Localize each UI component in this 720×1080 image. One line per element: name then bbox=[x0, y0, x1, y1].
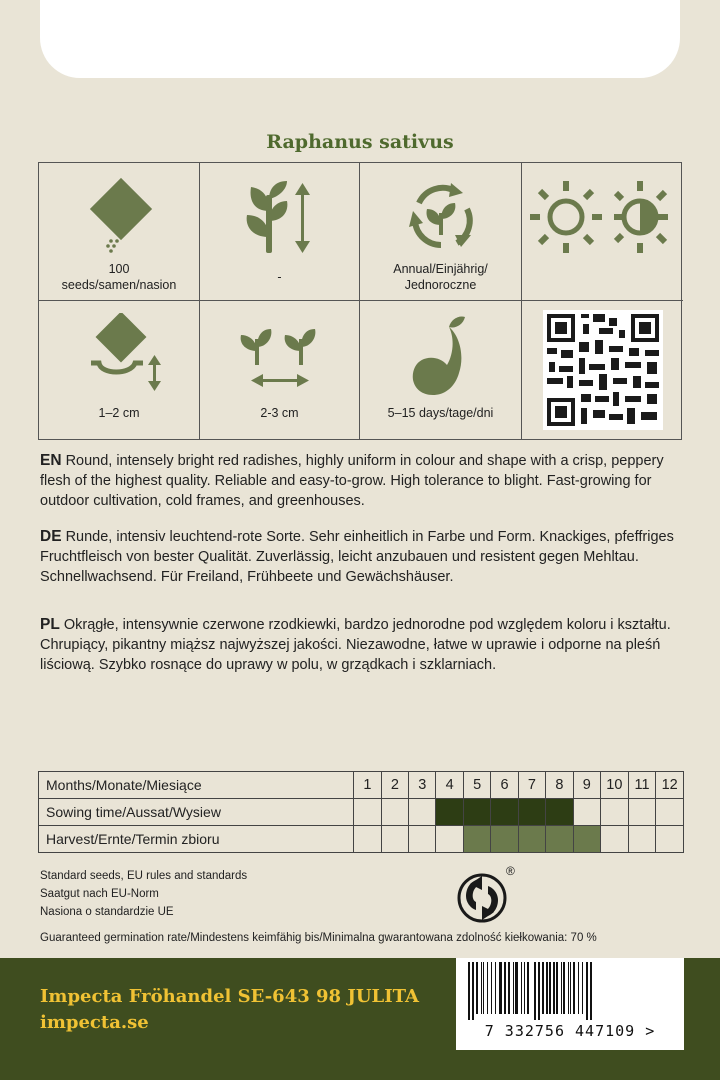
month-header: 4 bbox=[436, 772, 463, 799]
empty-month-cell bbox=[409, 826, 436, 853]
month-header: 12 bbox=[656, 772, 684, 799]
lang-code-en: EN bbox=[40, 452, 62, 469]
standard-line-pl: Nasiona o standardzie UE bbox=[40, 906, 174, 918]
empty-month-cell bbox=[628, 826, 656, 853]
barcode-bars-icon bbox=[466, 962, 674, 1020]
cell-depth bbox=[39, 301, 200, 439]
qr-code-icon bbox=[543, 310, 663, 430]
lang-code-pl: PL bbox=[40, 616, 60, 633]
harvest-month-cell bbox=[546, 826, 573, 853]
cell-spacing bbox=[200, 301, 360, 439]
description-text-en: Round, intensely bright red radishes, highly uniform in colour and shape with a crisp, peppery flesh of the highest quality. Reliable and easy-to-grow. High tolerance to blight. Fast-growing for outdoor cultivation, cold frames, and greenhouses. bbox=[40, 453, 664, 509]
barcode bbox=[456, 958, 684, 1050]
annual-line2: Jednoroczne bbox=[404, 278, 477, 292]
annual-cycle-icon bbox=[401, 177, 481, 257]
spacing-label: 2-3 cm bbox=[260, 406, 299, 420]
month-header: 8 bbox=[546, 772, 573, 799]
standard-line-de: Saatgut nach EU-Norm bbox=[40, 888, 159, 900]
harvest-month-cell bbox=[491, 826, 518, 853]
cell-germination bbox=[360, 301, 522, 439]
harvest-month-cell bbox=[463, 826, 490, 853]
sowing-month-cell bbox=[518, 799, 545, 826]
sowing-label: Sowing time/Aussat/Wysiew bbox=[39, 799, 354, 826]
seed-standards bbox=[40, 867, 247, 921]
lang-code-de: DE bbox=[40, 528, 62, 545]
seeds-count: 100 bbox=[108, 262, 130, 276]
icon-grid bbox=[38, 162, 682, 440]
standard-line-en: Standard seeds, EU rules and standards bbox=[40, 870, 248, 882]
species-name: Raphanus sativus bbox=[266, 131, 454, 153]
germination-rate: Guaranteed germination rate/Mindestens keimfähig bis/Minimalna gwarantowana zdolność kiełkowania: 70 % bbox=[40, 932, 597, 944]
calendar-header-label: Months/Monate/Miesiące bbox=[39, 772, 354, 799]
month-header: 9 bbox=[573, 772, 600, 799]
annual-line1: Annual/Einjährig/ bbox=[393, 262, 488, 276]
cell-height bbox=[200, 163, 360, 301]
empty-month-cell bbox=[601, 799, 629, 826]
depth-label: 1–2 cm bbox=[98, 406, 140, 420]
germination-icon bbox=[401, 311, 481, 401]
sowing-depth-icon bbox=[69, 313, 169, 393]
description-en bbox=[40, 451, 680, 511]
company-website[interactable]: impecta.se bbox=[40, 1012, 149, 1033]
sun-partial-shade-icon bbox=[528, 179, 678, 259]
cell-annual bbox=[360, 163, 522, 301]
sowing-month-cell bbox=[491, 799, 518, 826]
sowing-row bbox=[39, 799, 684, 826]
cell-seeds bbox=[39, 163, 200, 301]
empty-month-cell bbox=[354, 826, 381, 853]
growing-calendar bbox=[38, 771, 684, 853]
empty-month-cell bbox=[656, 799, 684, 826]
description-text-pl: Okrągłe, intensywnie czerwone rzodkiewki, bardzo jednorodne pod względem koloru i kształtu. Chrupiący, pikantny miąższ najwyższej jakości. Niezawodne, łatwe w uprawie i odporne na pleśń liściową. Szybko rosnące do uprawy w polu, w grządkach i szklarniach. bbox=[40, 617, 671, 673]
month-header: 2 bbox=[381, 772, 408, 799]
harvest-month-cell bbox=[518, 826, 545, 853]
month-header: 10 bbox=[601, 772, 629, 799]
month-header: 5 bbox=[463, 772, 490, 799]
empty-month-cell bbox=[354, 799, 381, 826]
month-header: 7 bbox=[518, 772, 545, 799]
month-header: 1 bbox=[354, 772, 381, 799]
seed-packet-icon bbox=[79, 177, 159, 257]
empty-month-cell bbox=[656, 826, 684, 853]
month-header: 3 bbox=[409, 772, 436, 799]
empty-month-cell bbox=[381, 799, 408, 826]
description-pl bbox=[40, 615, 680, 675]
empty-month-cell bbox=[409, 799, 436, 826]
registered-mark: ® bbox=[506, 864, 515, 878]
barcode-number: 7 332756 447109 > bbox=[484, 1022, 656, 1040]
harvest-row bbox=[39, 826, 684, 853]
company-address: Impecta Fröhandel SE-643 98 JULITA bbox=[40, 986, 419, 1007]
seeds-unit: seeds/samen/nasion bbox=[61, 278, 177, 292]
sowing-month-cell bbox=[436, 799, 463, 826]
month-header: 6 bbox=[491, 772, 518, 799]
height-label: - bbox=[277, 270, 282, 284]
hang-tab-cutout bbox=[40, 0, 680, 78]
cell-sun bbox=[522, 163, 683, 301]
harvest-label: Harvest/Ernte/Termin zbioru bbox=[39, 826, 354, 853]
empty-month-cell bbox=[601, 826, 629, 853]
empty-month-cell bbox=[628, 799, 656, 826]
plant-height-icon bbox=[235, 177, 325, 257]
calendar-header-row bbox=[39, 772, 684, 799]
description-de bbox=[40, 527, 680, 587]
footer-address-block bbox=[40, 984, 419, 1036]
empty-month-cell bbox=[573, 799, 600, 826]
sowing-month-cell bbox=[546, 799, 573, 826]
sowing-month-cell bbox=[463, 799, 490, 826]
recycle-mark bbox=[456, 864, 522, 929]
cell-qr bbox=[522, 301, 683, 439]
month-header: 11 bbox=[628, 772, 656, 799]
harvest-month-cell bbox=[573, 826, 600, 853]
empty-month-cell bbox=[381, 826, 408, 853]
description-text-de: Runde, intensiv leuchtend-rote Sorte. Sehr einheitlich in Farbe und Form. Knackiges, pfeffriges Fruchtfleisch von bester Qualität. Zuverlässig, leicht anzubauen und resistent gegen Mehltau. Schnellwachsend. Für Freiland, Frühbeete und Gewächshäuser. bbox=[40, 529, 674, 585]
empty-month-cell bbox=[436, 826, 463, 853]
plant-spacing-icon bbox=[235, 325, 325, 395]
germination-label: 5–15 days/tage/dni bbox=[387, 406, 494, 420]
